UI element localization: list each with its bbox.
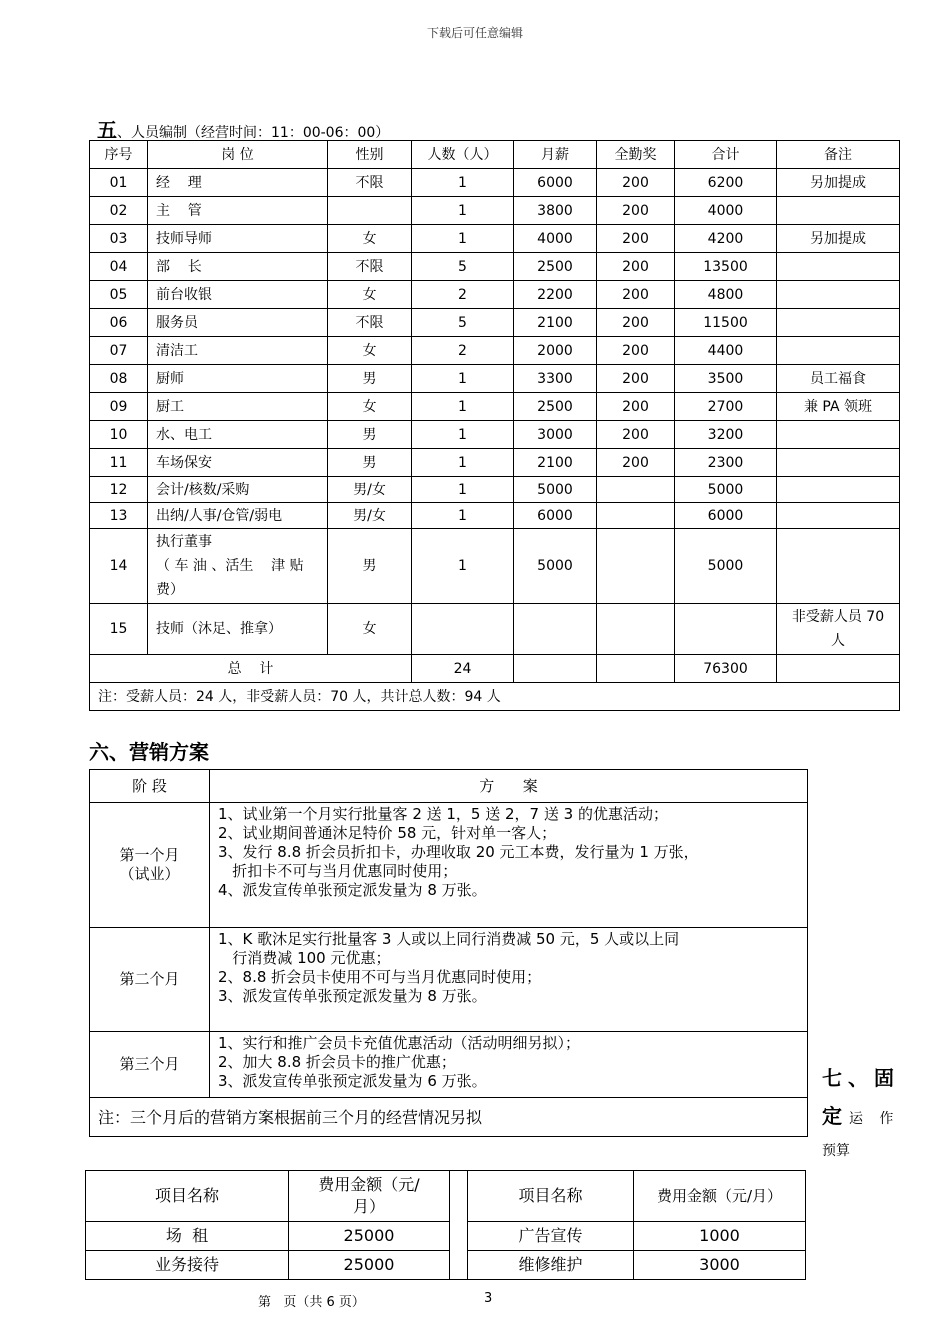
table-row (90, 337, 900, 365)
row-salary: 5000 (514, 477, 597, 503)
row-no: 10 (90, 421, 148, 449)
staff-table (89, 140, 900, 711)
row-position: 厨师 (148, 365, 328, 393)
marketing-footnote: 注：三个月后的营销方案根据前三个月的经营情况另拟 (90, 1098, 808, 1137)
plan-line: 1、K 歌沐足实行批量客 3 人或以上同行消费减 50 元，5 人或以上同 (218, 930, 680, 948)
total-bonus-empty (597, 655, 675, 683)
table-row (90, 365, 900, 393)
row-total: 4000 (675, 197, 777, 225)
row-count (412, 604, 514, 655)
section5-number: 五 (97, 118, 117, 142)
header-item-name-2: 项目名称 (468, 1171, 634, 1222)
stage-name-line: （试业） (119, 865, 180, 883)
stage-row (90, 1032, 808, 1098)
plan-line: 4、派发宣传单张预定派发量为 8 万张。 (218, 881, 487, 899)
header-salary: 月薪 (514, 141, 597, 169)
row-no: 04 (90, 253, 148, 281)
row-count: 1 (412, 393, 514, 421)
total-note-empty (777, 655, 900, 683)
row-total: 5000 (675, 529, 777, 604)
row-count: 1 (412, 449, 514, 477)
row-bonus: 200 (597, 393, 675, 421)
row-total: 11500 (675, 309, 777, 337)
row-note-line: 人 (831, 633, 845, 649)
table-row (90, 169, 900, 197)
row-note (777, 197, 900, 225)
row-position: 前台收银 (148, 281, 328, 309)
row-note (777, 337, 900, 365)
budget-table (85, 1170, 806, 1280)
row-count: 1 (412, 503, 514, 529)
row-count: 1 (412, 421, 514, 449)
row-no: 06 (90, 309, 148, 337)
budget-item-amount-2: 3000 (634, 1251, 806, 1280)
row-position: 水、电工 (148, 421, 328, 449)
row-salary: 2200 (514, 281, 597, 309)
table-row (90, 253, 900, 281)
header-amount-line: 月） (352, 1197, 385, 1216)
row-no: 05 (90, 281, 148, 309)
row-position: 出纳/人事/仓管/弱电 (148, 503, 328, 529)
plan-line: 2、8.8 折会员卡使用不可与当月优惠同时使用； (218, 968, 542, 986)
row-no: 03 (90, 225, 148, 253)
row-note (777, 309, 900, 337)
budget-item-name-2: 维修维护 (468, 1251, 634, 1280)
row-bonus: 200 (597, 337, 675, 365)
total-salary-empty (514, 655, 597, 683)
row-no: 11 (90, 449, 148, 477)
stage-name: 第三个月 (90, 1032, 210, 1098)
stage-name (90, 803, 210, 928)
row-sex: 男 (328, 365, 412, 393)
row-total: 2300 (675, 449, 777, 477)
row-sex: 不限 (328, 253, 412, 281)
section6-title: 六、营销方案 (89, 740, 209, 764)
budget-item-name-2: 广告宣传 (468, 1222, 634, 1251)
row-bonus (597, 503, 675, 529)
row-sex: 男/女 (328, 477, 412, 503)
row-count: 1 (412, 529, 514, 604)
row-position: 车场保安 (148, 449, 328, 477)
header-bonus: 全勤奖 (597, 141, 675, 169)
row-no: 02 (90, 197, 148, 225)
plan-line: 行消费减 100 元优惠； (218, 949, 391, 967)
row-position: 主 管 (148, 197, 328, 225)
row-salary: 2500 (514, 253, 597, 281)
stage-name-line: 第一个月 (119, 846, 180, 864)
total-sum: 76300 (675, 655, 777, 683)
budget-item-amount: 25000 (289, 1251, 450, 1280)
row-count: 2 (412, 281, 514, 309)
section7-title-line2 (822, 1100, 899, 1129)
row-position-line: （ 车 油 、活生 津 贴 (156, 558, 304, 574)
budget-item-name: 场 租 (86, 1222, 289, 1251)
header-amount (289, 1171, 450, 1222)
row-total: 5000 (675, 477, 777, 503)
row-note: 另加提成 (777, 225, 900, 253)
budget-item-amount-2: 1000 (634, 1222, 806, 1251)
stage-row (90, 928, 808, 1032)
row-no: 08 (90, 365, 148, 393)
row-note (777, 477, 900, 503)
footer-page-number: 3 (484, 1291, 493, 1306)
row-bonus: 200 (597, 309, 675, 337)
row-sex (328, 197, 412, 225)
staff-table-header (90, 141, 900, 169)
stage-name: 第二个月 (90, 928, 210, 1032)
header-plan: 方 案 (210, 770, 808, 803)
header-amount-2: 费用金额（元/月） (634, 1171, 806, 1222)
table-row (90, 604, 900, 655)
row-total: 4400 (675, 337, 777, 365)
row-total: 13500 (675, 253, 777, 281)
staff-footnote: 注：受薪人员：24 人，非受薪人员：70 人，共计总人数：94 人 (90, 683, 900, 711)
total-label: 总 计 (90, 655, 412, 683)
footer-page-label: 第 页（共 6 页） (258, 1295, 365, 1310)
plan-line: 1、试业第一个月实行批量客 2 送 1，5 送 2，7 送 3 的优惠活动； (218, 805, 668, 823)
section7-title-suffix: 运 作 (848, 1111, 900, 1127)
row-bonus: 200 (597, 421, 675, 449)
stage-plan (210, 1032, 808, 1098)
table-row (90, 197, 900, 225)
row-note (777, 281, 900, 309)
row-total: 2700 (675, 393, 777, 421)
header-position: 岗 位 (148, 141, 328, 169)
row-bonus: 200 (597, 169, 675, 197)
row-count: 1 (412, 365, 514, 393)
row-note (777, 449, 900, 477)
plan-line: 2、加大 8.8 折会员卡的推广优惠； (218, 1053, 456, 1071)
plan-line: 2、试业期间普通沐足特价 58 元，针对单一客人； (218, 824, 557, 842)
row-count: 1 (412, 169, 514, 197)
row-sex: 女 (328, 393, 412, 421)
row-sex: 女 (328, 281, 412, 309)
row-position: 经 理 (148, 169, 328, 197)
row-sex: 男 (328, 449, 412, 477)
row-count: 1 (412, 477, 514, 503)
row-total: 3500 (675, 365, 777, 393)
budget-item-name: 业务接待 (86, 1251, 289, 1280)
plan-line: 3、发行 8.8 折会员折扣卡，办理收取 20 元工本费，发行量为 1 万张， (218, 843, 699, 861)
section7-title-line3: 预算 (822, 1143, 850, 1159)
row-salary: 3800 (514, 197, 597, 225)
row-position: 服务员 (148, 309, 328, 337)
row-salary: 4000 (514, 225, 597, 253)
total-row (90, 655, 900, 683)
table-row (90, 503, 900, 529)
header-no: 序号 (90, 141, 148, 169)
budget-item-amount: 25000 (289, 1222, 450, 1251)
marketing-footnote-row (90, 1098, 808, 1137)
row-total: 4200 (675, 225, 777, 253)
table-row (90, 225, 900, 253)
row-position: 技师导师 (148, 225, 328, 253)
row-no: 09 (90, 393, 148, 421)
plan-line: 3、派发宣传单张预定派发量为 8 万张。 (218, 987, 487, 1005)
row-sex: 女 (328, 337, 412, 365)
stage-plan (210, 803, 808, 928)
row-note: 另加提成 (777, 169, 900, 197)
row-bonus (597, 529, 675, 604)
row-sex: 女 (328, 604, 412, 655)
stage-row (90, 803, 808, 928)
row-note-line: 非受薪人员 70 (791, 609, 885, 625)
row-count: 5 (412, 253, 514, 281)
table-row (90, 281, 900, 309)
budget-header (86, 1171, 806, 1222)
footnote-row (90, 683, 900, 711)
row-position (148, 529, 328, 604)
row-no: 14 (90, 529, 148, 604)
row-position: 清洁工 (148, 337, 328, 365)
budget-row (86, 1251, 806, 1280)
row-note (777, 253, 900, 281)
header-stage: 阶 段 (90, 770, 210, 803)
section7-title-char: 定 (822, 1104, 842, 1128)
row-count: 5 (412, 309, 514, 337)
marketing-header (90, 770, 808, 803)
row-salary (514, 604, 597, 655)
table-row (90, 421, 900, 449)
section5-title (97, 114, 389, 143)
row-salary: 2500 (514, 393, 597, 421)
table-row (90, 393, 900, 421)
row-salary: 2100 (514, 449, 597, 477)
marketing-table (89, 769, 808, 1137)
row-sex: 不限 (328, 309, 412, 337)
row-total: 4800 (675, 281, 777, 309)
budget-row (86, 1222, 806, 1251)
row-position: 技师（沐足、推拿） (148, 604, 328, 655)
row-no: 07 (90, 337, 148, 365)
plan-line: 3、派发宣传单张预定派发量为 6 万张。 (218, 1072, 487, 1090)
budget-gap (450, 1171, 468, 1280)
row-bonus: 200 (597, 253, 675, 281)
row-position: 部 长 (148, 253, 328, 281)
header-item-name: 项目名称 (86, 1171, 289, 1222)
header-note: 下载后可任意编辑 (426, 26, 523, 40)
row-total: 3200 (675, 421, 777, 449)
row-total: 6000 (675, 503, 777, 529)
table-row (90, 449, 900, 477)
section5-title-text: 、人员编制（经营时间：11：00-06：00） (117, 125, 390, 141)
row-position: 会计/核数/采购 (148, 477, 328, 503)
row-sex: 男/女 (328, 503, 412, 529)
row-note (777, 529, 900, 604)
plan-line: 折扣卡不可与当月优惠同时使用； (218, 862, 458, 880)
row-salary: 6000 (514, 169, 597, 197)
row-salary: 5000 (514, 529, 597, 604)
row-bonus (597, 477, 675, 503)
row-count: 1 (412, 225, 514, 253)
row-count: 2 (412, 337, 514, 365)
row-note: 员工福食 (777, 365, 900, 393)
row-bonus: 200 (597, 281, 675, 309)
row-no: 15 (90, 604, 148, 655)
row-sex: 男 (328, 421, 412, 449)
row-sex: 男 (328, 529, 412, 604)
table-row (90, 477, 900, 503)
row-note (777, 421, 900, 449)
row-bonus: 200 (597, 197, 675, 225)
row-note (777, 503, 900, 529)
row-no: 01 (90, 169, 148, 197)
row-salary: 3300 (514, 365, 597, 393)
row-bonus (597, 604, 675, 655)
total-count: 24 (412, 655, 514, 683)
section7-title: 七、固 (822, 1066, 900, 1090)
header-amount-line: 费用金额（元/ (318, 1175, 420, 1194)
stage-plan (210, 928, 808, 1032)
row-bonus: 200 (597, 449, 675, 477)
row-position-line: 执行董事 (156, 534, 212, 550)
row-sex: 不限 (328, 169, 412, 197)
staff-rows (90, 169, 900, 529)
row-total (675, 604, 777, 655)
row-salary: 2100 (514, 309, 597, 337)
row-note: 兼 PA 领班 (777, 393, 900, 421)
row-total: 6200 (675, 169, 777, 197)
header-sex: 性别 (328, 141, 412, 169)
row-salary: 2000 (514, 337, 597, 365)
row-count: 1 (412, 197, 514, 225)
row-no: 13 (90, 503, 148, 529)
row-salary: 6000 (514, 503, 597, 529)
row-salary: 3000 (514, 421, 597, 449)
plan-line: 1、实行和推广会员卡充值优惠活动（活动明细另拟）； (218, 1034, 581, 1052)
row-sex: 女 (328, 225, 412, 253)
row-no: 12 (90, 477, 148, 503)
table-row (90, 529, 900, 604)
header-total: 合计 (675, 141, 777, 169)
row-position-line: 费） (156, 582, 184, 598)
row-note (777, 604, 900, 655)
row-position: 厨工 (148, 393, 328, 421)
row-bonus: 200 (597, 225, 675, 253)
header-note: 备注 (777, 141, 900, 169)
table-row (90, 309, 900, 337)
header-count: 人数（人） (412, 141, 514, 169)
row-bonus: 200 (597, 365, 675, 393)
